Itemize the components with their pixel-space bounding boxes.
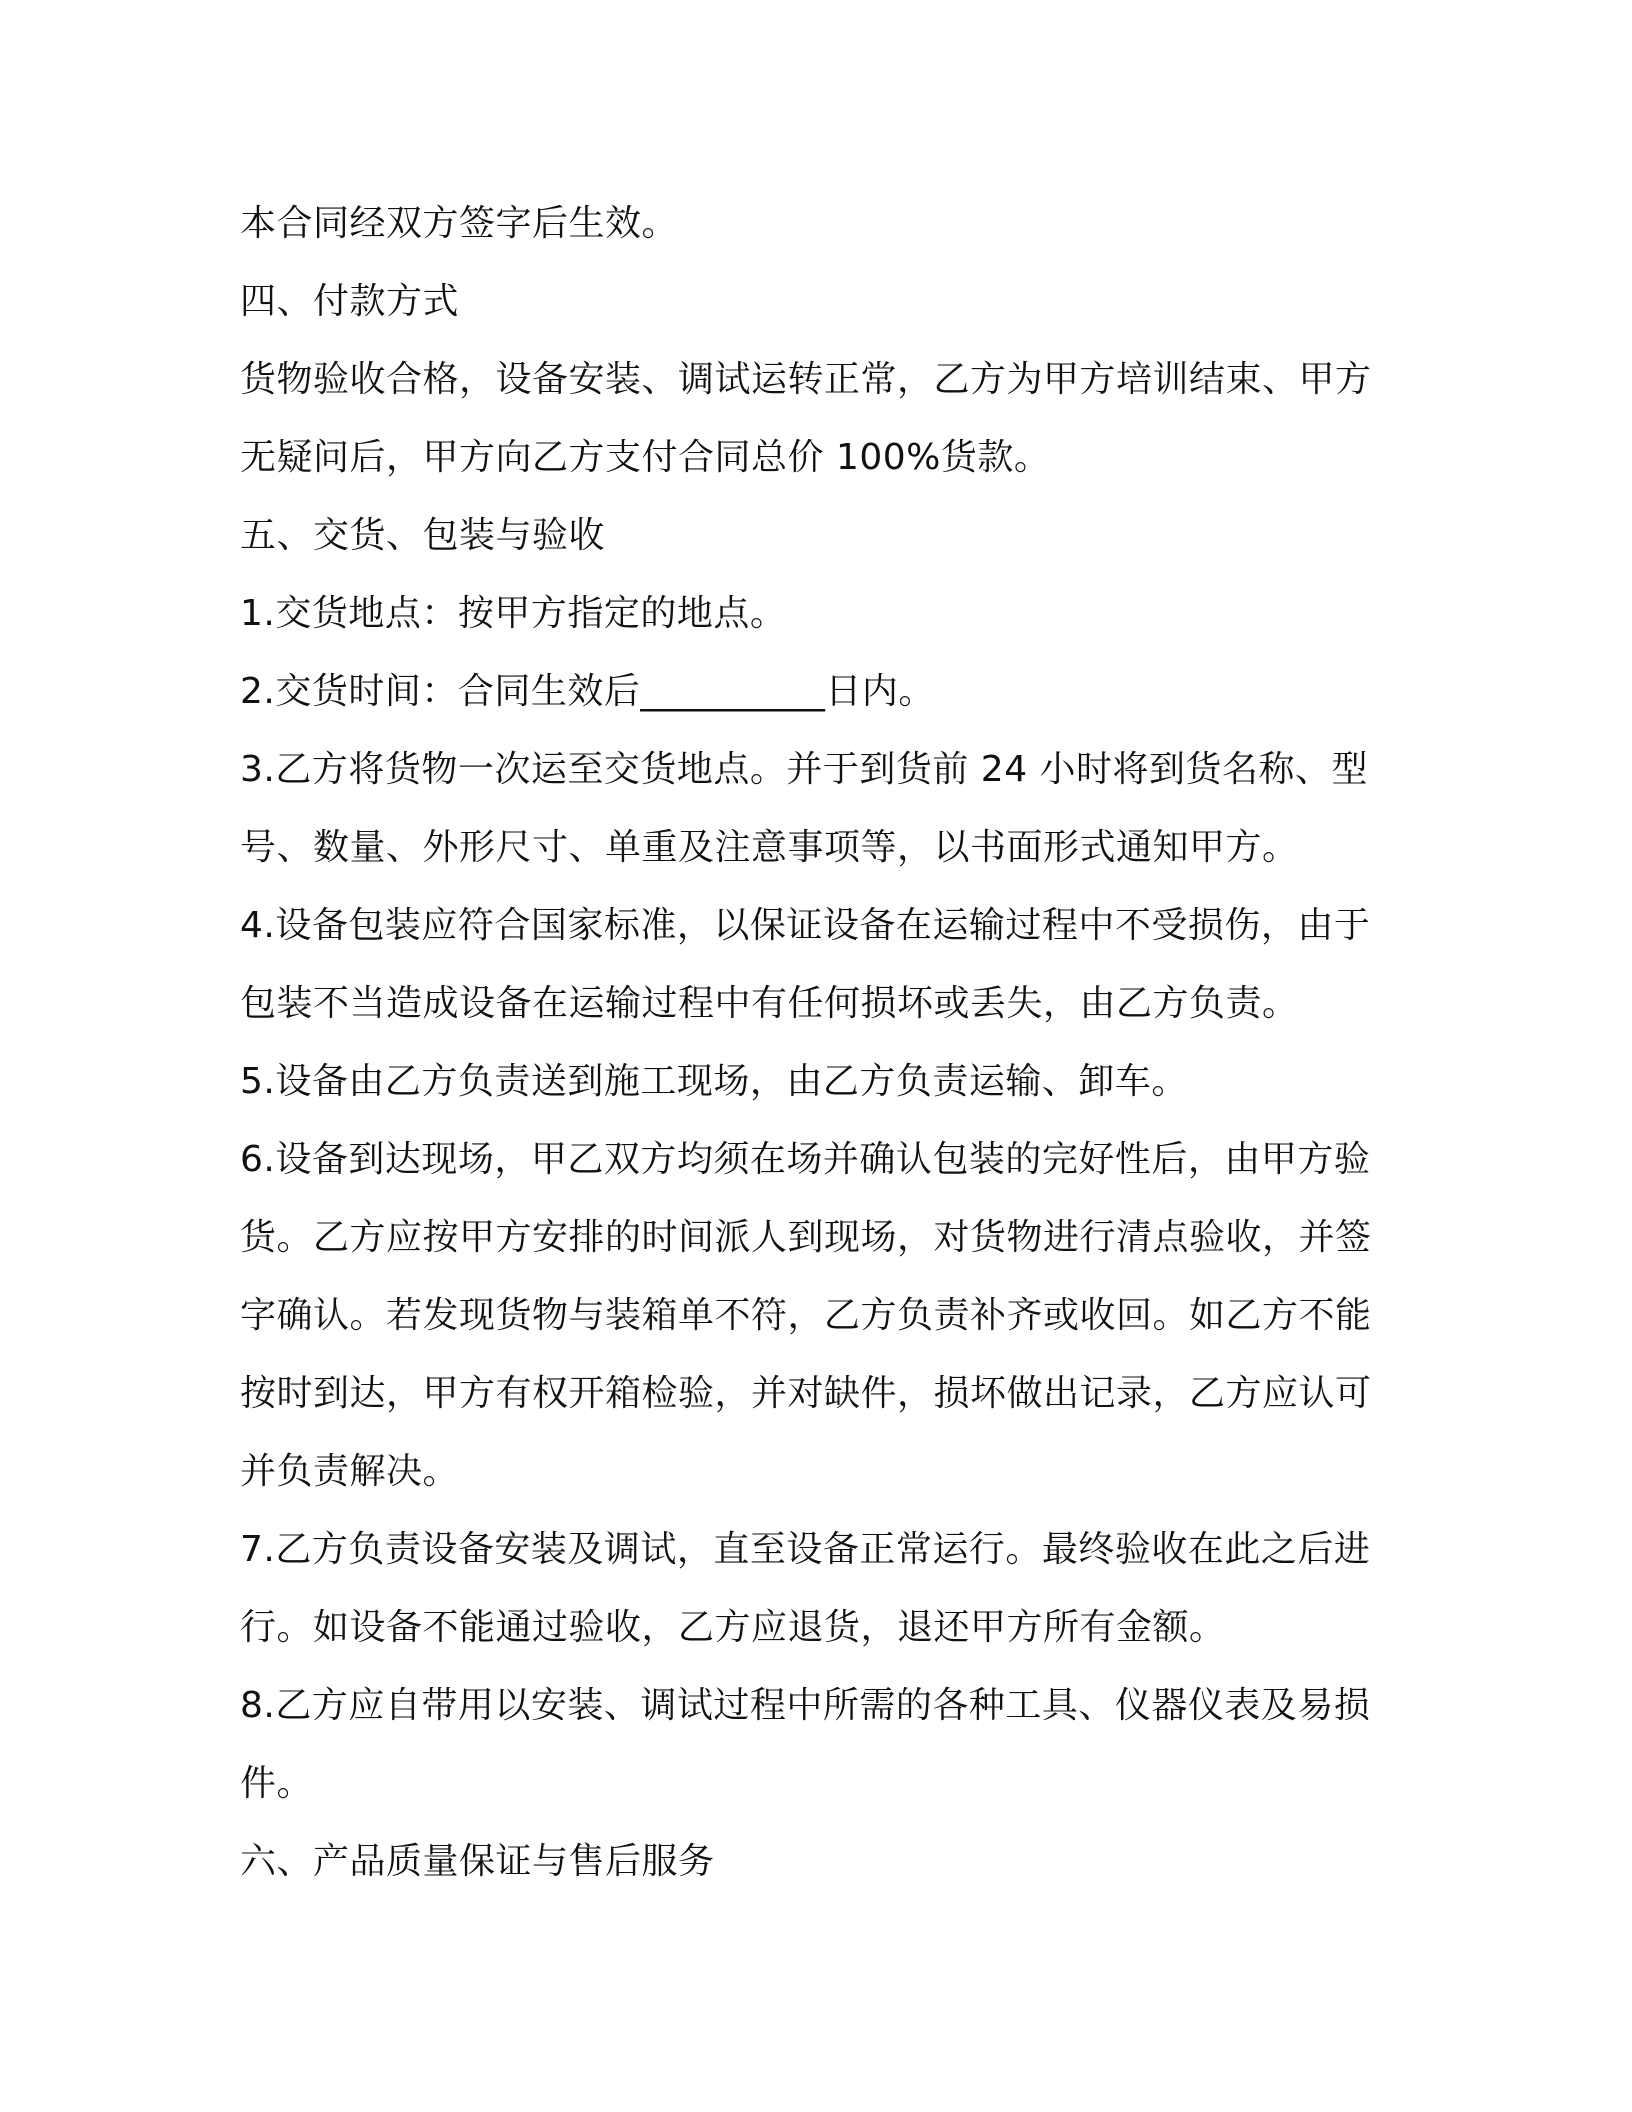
heading-payment-method: 四、付款方式 [240,281,460,322]
clause-tools-spare-parts: 8.乙方应自带用以安装、调试过程中所需的各种工具、仪器仪表及易损件。 [240,1685,1371,1804]
clause-transport-unloading: 5.设备由乙方负责送到施工现场，由乙方负责运输、卸车。 [240,1061,1188,1102]
clause-onsite-inspection: 6.设备到达现场，甲乙双方均须在场并确认包装的完好性后，由甲方验货。乙方应按甲方安排的时间派人到现场，对货物进行清点验收，并签字确认。若发现货物与装箱单不符，乙方负责补齐或收回。如乙方不能按时到达，甲方有权开箱检验，并对缺件，损坏做出记录，乙方应认可并负责解决。 [240,1139,1372,1492]
clause-delivery-time: 2.交货时间：合同生效后__________日内。 [240,671,935,712]
heading-delivery-packaging-acceptance: 五、交货、包装与验收 [240,515,606,556]
clause-delivery-notice: 3.乙方将货物一次运至交货地点。并于到货前 24 小时将到货名称、型号、数量、外形尺寸、单重及注意事项等，以书面形式通知甲方。 [240,749,1369,868]
document-body [240,185,1390,1901]
heading-quality-after-sales: 六、产品质量保证与售后服务 [240,1841,715,1882]
clause-delivery-location: 1.交货地点：按甲方指定的地点。 [240,593,787,634]
clause-packaging-standard: 4.设备包装应符合国家标准，以保证设备在运输过程中不受损伤，由于包装不当造成设备在运输过程中有任何损坏或丢失，由乙方负责。 [240,905,1371,1024]
paragraph-effectiveness: 本合同经双方签字后生效。 [240,203,679,244]
clause-installation-commissioning: 7.乙方负责设备安装及调试，直至设备正常运行。最终验收在此之后进行。如设备不能通过验收，乙方应退货，退还甲方所有金额。 [240,1529,1371,1648]
paragraph-payment-terms: 货物验收合格，设备安装、调试运转正常，乙方为甲方培训结束、甲方无疑问后，甲方向乙方支付合同总价 100%货款。 [240,359,1372,478]
